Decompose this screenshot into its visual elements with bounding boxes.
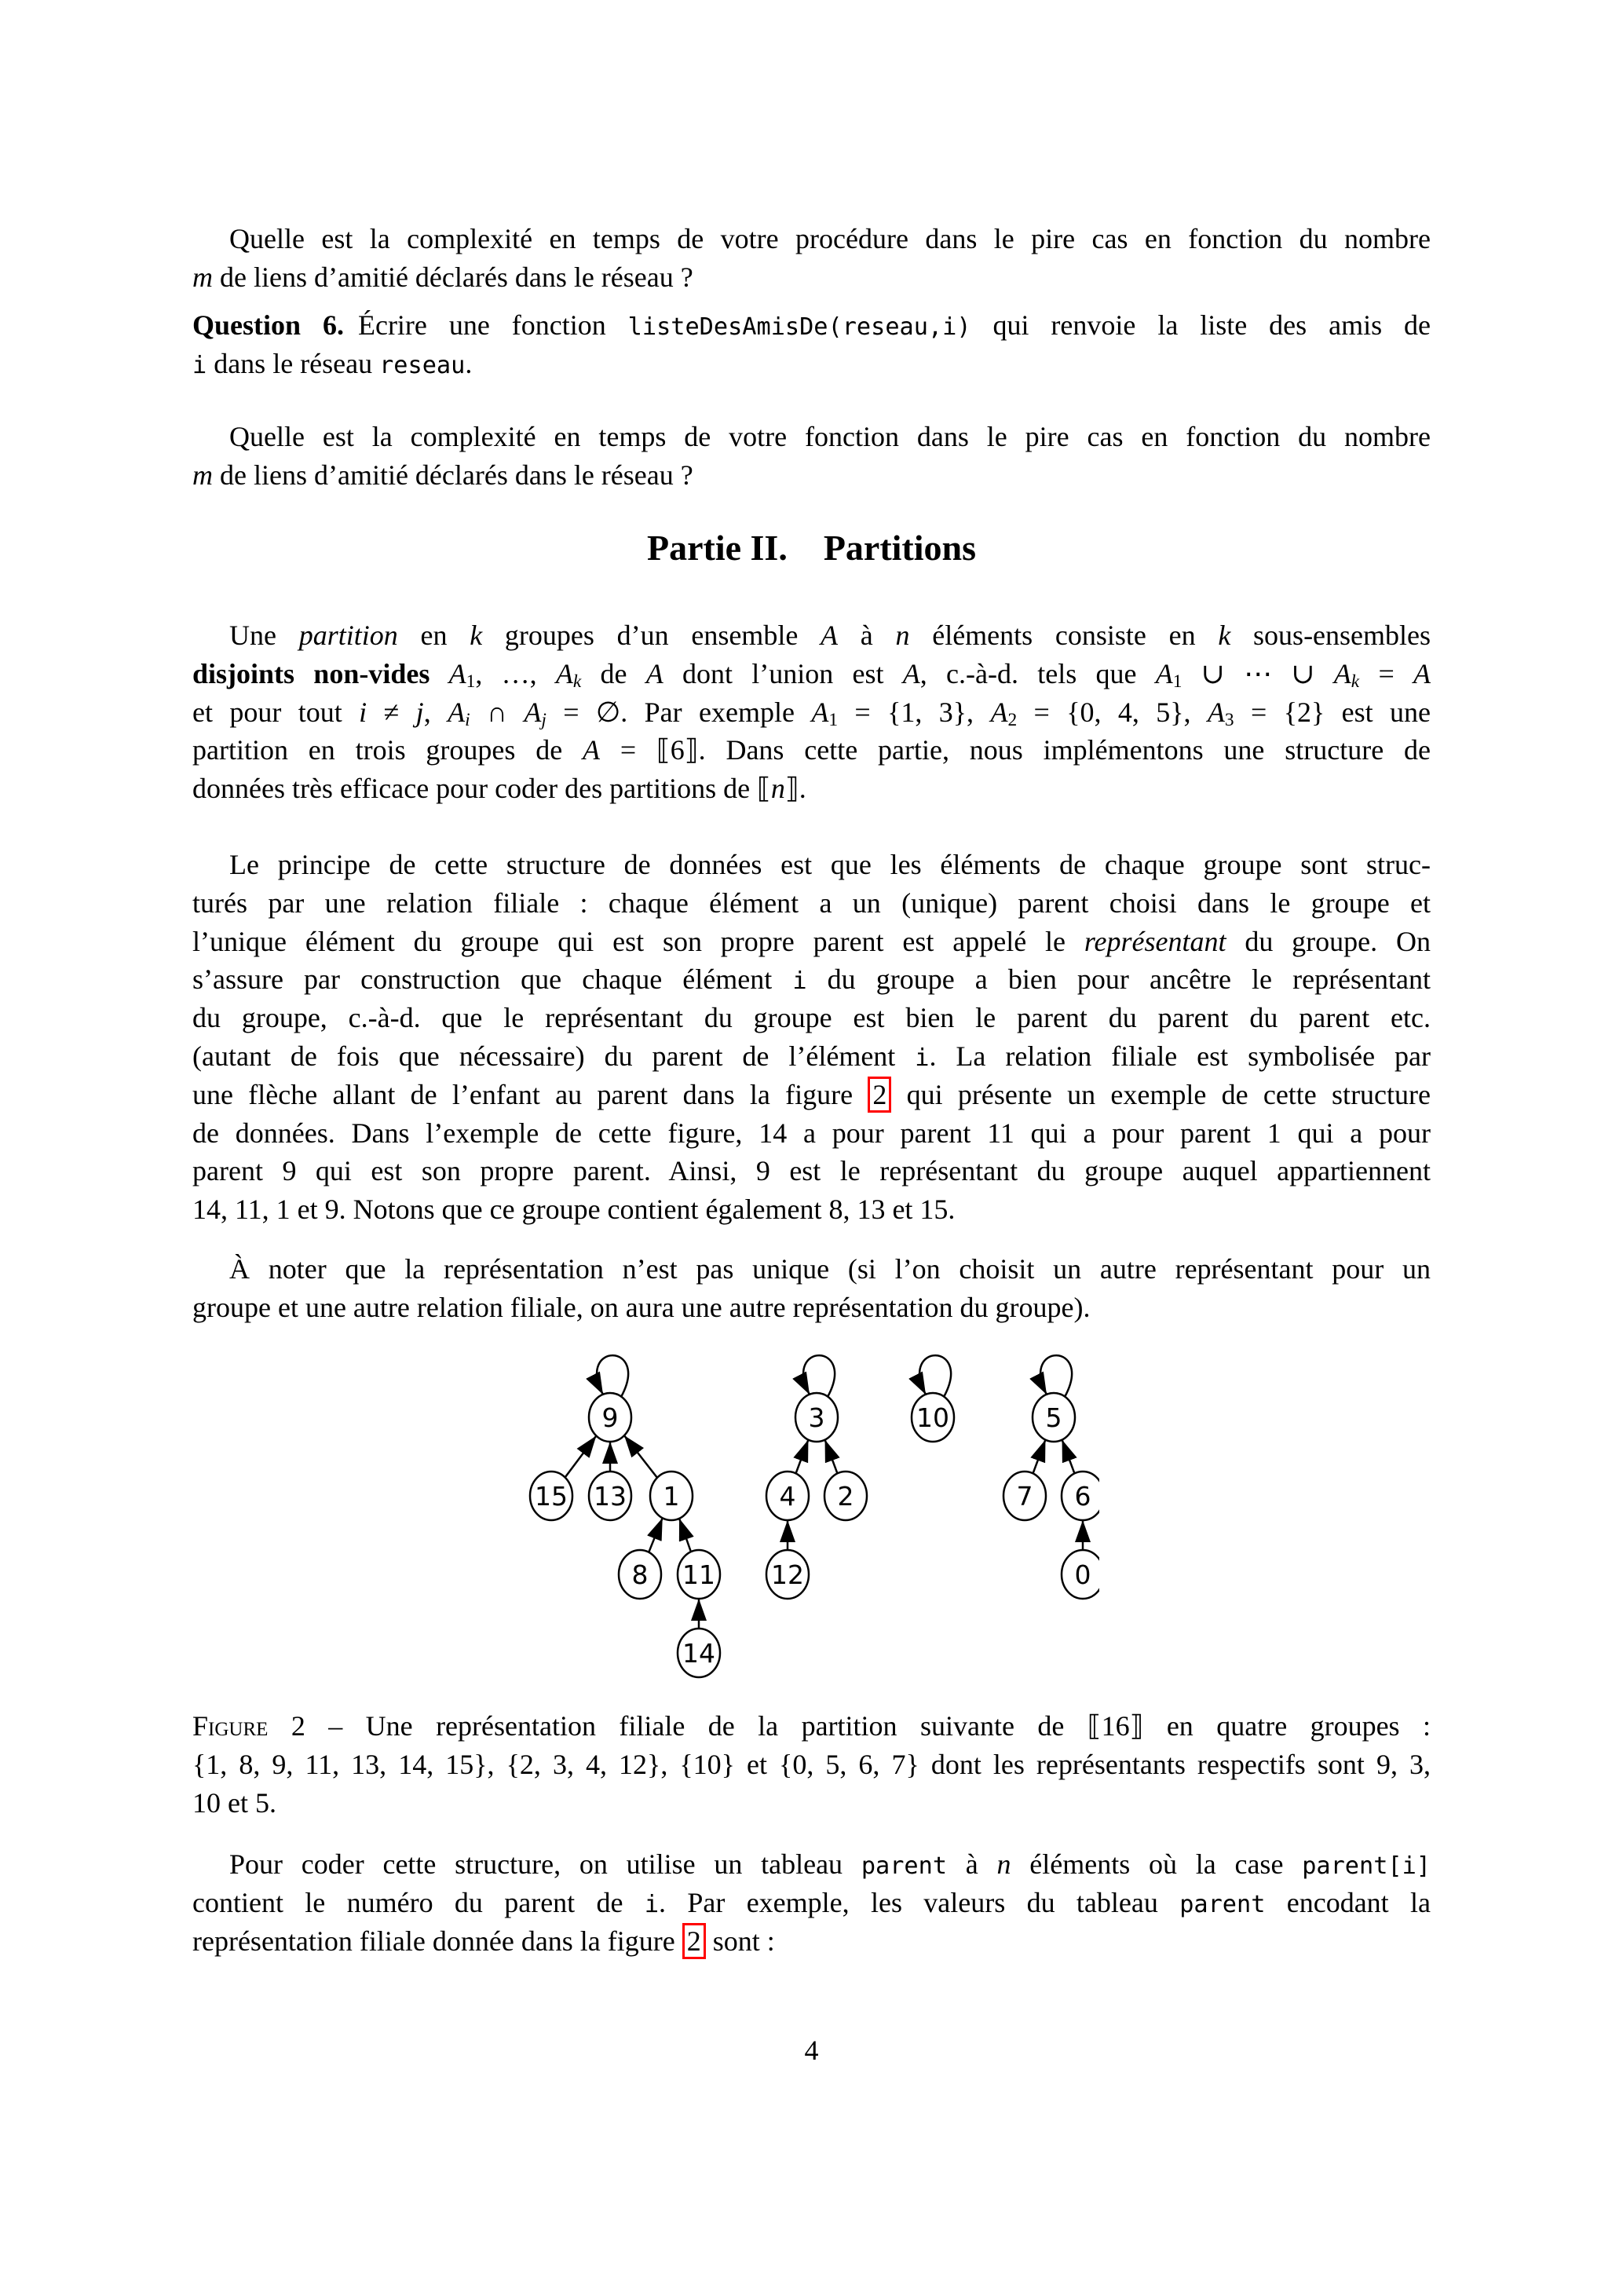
text-segment: parent [1179, 1890, 1266, 1918]
text-segment: une flèche allant de l’enfant au parent dans la figure [192, 1078, 868, 1110]
tree-node-9 [589, 1393, 631, 1442]
text-segment: i [465, 709, 470, 730]
text-line [192, 1076, 1431, 1114]
text-segment: i [192, 351, 207, 379]
text-segment: listeDesAmisDe(reseau,i) [627, 313, 971, 341]
parent-edge-4-to-3 [796, 1440, 809, 1474]
text-segment: A [821, 620, 839, 651]
text-segment: contient le numéro du parent de [192, 1886, 645, 1918]
text-segment: i [915, 1044, 930, 1072]
text-segment: m [192, 459, 213, 491]
parent-edge-6-to-5 [1062, 1440, 1075, 1474]
text-segment: Écrire une fonction [343, 309, 628, 341]
text-segment: = ⟦6⟧. Dans cette partie, nous implémentons une structure de [600, 734, 1431, 766]
svg-text:6: 6 [1074, 1480, 1091, 1512]
text-segment: dans le réseau [207, 347, 380, 379]
tree-node-12 [766, 1550, 809, 1599]
tree-node-11 [678, 1550, 720, 1599]
text-segment: (autant de fois que nécessaire) du parent de l’élément [192, 1040, 916, 1072]
text-segment: A [583, 734, 601, 766]
text-segment: turés par une relation filiale : chaque élément a un (unique) parent choisi dans le groupe et [192, 887, 1431, 919]
text-segment: représentation filiale donnée dans la figure [192, 1925, 682, 1957]
text-segment: k [1351, 671, 1360, 692]
text-line [192, 1114, 1431, 1153]
tree-node-5 [1033, 1393, 1075, 1442]
text-line [192, 693, 1431, 732]
svg-text:15: 15 [535, 1480, 568, 1512]
text-segment: A [811, 696, 829, 728]
text-segment: = ∅. Par exemple [546, 696, 812, 728]
text-line [192, 418, 1431, 456]
text-segment: Pour coder cette structure, on utilise un tableau [229, 1848, 861, 1880]
self-loop-3 [803, 1355, 835, 1397]
paragraph [192, 1250, 1431, 1327]
text-line [192, 923, 1431, 961]
text-segment: du groupe a bien pour ancêtre le représentant [806, 963, 1431, 996]
paragraph [192, 306, 1431, 383]
text-segment: Une [229, 620, 299, 651]
text-segment: ∩ [470, 696, 525, 728]
text-segment: = [1359, 657, 1414, 689]
text-segment: partition en trois groupes de [192, 734, 583, 766]
text-segment: de données. Dans l’exemple de cette figure, 14 a pour parent 11 qui a pour parent 1 qui a pour [192, 1117, 1431, 1149]
paragraph [192, 616, 1431, 808]
text-line [192, 1845, 1431, 1884]
text-segment: à [838, 620, 896, 651]
text-segment: Question 6. [192, 309, 344, 341]
parent-edge-11-to-1 [679, 1519, 691, 1552]
text-line [192, 960, 1431, 999]
figure-reference-link[interactable]: 2 [868, 1077, 891, 1113]
text-segment: , c.-à-d. tels que [919, 657, 1156, 689]
text-segment: 1 [828, 709, 839, 730]
text-line [192, 1289, 1431, 1327]
text-segment: 2 – Une représentation filiale de la partition suivante de ⟦16⟧ en quatre groupes : [268, 1710, 1431, 1742]
parent-edge-2-to-3 [825, 1440, 838, 1474]
text-segment: = {1, 3}, [838, 696, 991, 728]
tree-node-10 [912, 1393, 954, 1442]
text-segment: m [192, 261, 213, 293]
text-segment: k [572, 671, 582, 692]
tree-node-6 [1062, 1472, 1099, 1520]
text-segment: encodant la [1265, 1886, 1431, 1918]
svg-text:11: 11 [682, 1559, 715, 1590]
paragraph [192, 846, 1431, 1229]
text-segment: partition [298, 620, 398, 651]
text-segment: A [1155, 657, 1173, 689]
text-line [192, 1884, 1431, 1922]
svg-text:5: 5 [1045, 1402, 1062, 1433]
text-segment: A [645, 657, 663, 689]
figure-reference-link[interactable]: 2 [682, 1923, 706, 1959]
figure-caption [192, 1707, 1431, 1822]
text-segment: sont : [705, 1925, 775, 1957]
text-segment: ≠ [367, 696, 416, 728]
tree-node-4 [766, 1472, 809, 1520]
text-segment: i [359, 696, 367, 728]
tree-node-13 [589, 1472, 631, 1520]
text-segment: reseau [379, 351, 466, 379]
text-segment: A [448, 696, 466, 728]
parent-edge-7-to-5 [1033, 1440, 1046, 1474]
svg-text:0: 0 [1074, 1559, 1091, 1590]
paragraph [192, 418, 1431, 495]
text-segment: du groupe, c.-à-d. que le représentant du groupe est bien le parent du parent du parent etc. [192, 1002, 1431, 1034]
text-line [192, 731, 1431, 770]
text-segment: A [448, 657, 466, 689]
text-segment: k [1218, 620, 1231, 651]
text-segment: n [895, 620, 910, 651]
parent-edge-1-to-9 [624, 1435, 657, 1478]
parent-edge-8-to-1 [649, 1518, 662, 1552]
paragraph [192, 1845, 1431, 1960]
text-line [192, 1746, 1431, 1784]
tree-node-0 [1062, 1550, 1099, 1599]
partition-forest-figure [518, 1339, 1099, 1684]
tree-node-7 [1003, 1472, 1046, 1520]
paragraph [192, 220, 1431, 297]
text-segment: données très efficace pour coder des partitions de ⟦ [192, 773, 771, 805]
text-segment: Le principe de cette structure de données est que les éléments de chaque groupe sont struc- [229, 849, 1431, 880]
text-segment: 2 [1007, 709, 1018, 730]
text-segment: 1 [466, 671, 476, 692]
tree-node-15 [530, 1472, 572, 1520]
text-segment: A [990, 696, 1008, 728]
text-segment: Figure [192, 1710, 269, 1742]
text-segment: = {2} est une [1234, 696, 1431, 728]
text-segment: ∪ ⋯ ∪ [1182, 657, 1334, 689]
svg-text:12: 12 [771, 1559, 804, 1590]
text-line [192, 1922, 1431, 1961]
text-segment: A [555, 657, 573, 689]
svg-text:1: 1 [663, 1480, 680, 1512]
text-segment: du groupe. On [1226, 925, 1431, 957]
text-segment: k [470, 620, 483, 651]
text-segment: disjoints non-vides [192, 657, 449, 689]
self-loop-9 [597, 1355, 628, 1397]
text-line [192, 220, 1431, 258]
text-line [192, 1784, 1431, 1823]
text-segment: dont l’union est [663, 657, 903, 689]
text-segment: 14, 11, 1 et 9. Notons que ce groupe contient également 8, 13 et 15. [192, 1194, 956, 1226]
text-segment: et pour tout [192, 696, 360, 728]
text-segment: j [541, 709, 546, 730]
text-segment: de liens d’amitié déclarés dans le réseau ? [213, 261, 693, 293]
text-segment: éléments où la case [1011, 1848, 1303, 1880]
text-segment: à [947, 1848, 997, 1880]
text-segment: A [524, 696, 542, 728]
text-segment: parent 9 qui est son propre parent. Ainsi, 9 est le représentant du groupe auquel appartiennent [192, 1155, 1431, 1187]
page-number: 4 [804, 2035, 819, 2066]
text-segment: . [465, 347, 473, 379]
tree-node-3 [795, 1393, 838, 1442]
svg-text:4: 4 [779, 1480, 796, 1512]
text-segment: A [902, 657, 920, 689]
text-segment: qui renvoie la liste des amis de [971, 309, 1431, 341]
text-line [192, 1152, 1431, 1190]
text-segment: , [423, 696, 448, 728]
text-segment: = {0, 4, 5}, [1017, 696, 1208, 728]
text-segment: parent [861, 1852, 948, 1880]
text-segment: 3 [1224, 709, 1234, 730]
tree-node-1 [650, 1472, 693, 1520]
svg-text:9: 9 [601, 1402, 619, 1433]
svg-text:3: 3 [808, 1402, 825, 1433]
text-segment: A [1333, 657, 1351, 689]
text-line [192, 345, 1431, 383]
self-loop-5 [1040, 1355, 1072, 1397]
text-segment: n [996, 1848, 1011, 1880]
text-line [192, 258, 1431, 297]
text-segment: {1, 8, 9, 11, 13, 14, 15}, {2, 3, 4, 12}, {10} et {0, 5, 6, 7} dont les représentants respectifs sont 9, 3, [192, 1748, 1431, 1780]
svg-text:2: 2 [837, 1480, 854, 1512]
text-line [192, 1250, 1431, 1289]
text-segment: 10 et 5. [192, 1786, 276, 1819]
tree-node-8 [619, 1550, 661, 1599]
text-line [192, 1190, 1431, 1229]
section-heading: Partie II. Partitions [646, 528, 977, 568]
svg-text:13: 13 [594, 1480, 627, 1512]
text-line [192, 999, 1431, 1037]
text-segment: i [644, 1890, 660, 1918]
text-segment: de liens d’amitié déclarés dans le réseau ? [213, 459, 693, 491]
svg-text:10: 10 [916, 1402, 949, 1433]
text-segment: parent[i] [1302, 1852, 1431, 1880]
tree-node-2 [824, 1472, 867, 1520]
text-line [192, 306, 1431, 345]
svg-text:14: 14 [682, 1637, 715, 1669]
text-segment: éléments consiste en [909, 620, 1219, 651]
self-loop-10 [919, 1355, 951, 1397]
text-line [192, 884, 1431, 923]
text-segment: s’assure par construction que chaque élément [192, 963, 793, 996]
text-line [192, 616, 1431, 655]
svg-text:8: 8 [631, 1559, 649, 1590]
text-segment: groupe et une autre relation filiale, on aura une autre représentation du groupe). [192, 1291, 1091, 1323]
tree-node-14 [678, 1629, 720, 1677]
text-segment: groupes d’un ensemble [482, 620, 821, 651]
text-segment: en [397, 620, 470, 651]
text-segment: Quelle est la complexité en temps de votre procédure dans le pire cas en fonction du nombre [229, 223, 1431, 254]
text-line [192, 770, 1431, 808]
text-segment: A [1413, 657, 1431, 689]
text-line [192, 655, 1431, 693]
text-segment: n [770, 773, 785, 805]
text-segment: . Par exemple, les valeurs du tableau [659, 1886, 1180, 1918]
text-segment: représentant [1084, 925, 1226, 957]
text-line [192, 846, 1431, 884]
text-segment: . La relation filiale est symbolisée par [929, 1040, 1431, 1072]
text-line [192, 1037, 1431, 1076]
text-segment: sous-ensembles [1230, 620, 1431, 651]
text-segment: À noter que la représentation n’est pas unique (si l’on choisit un autre représentant pour un [229, 1253, 1431, 1285]
svg-text:7: 7 [1016, 1480, 1033, 1512]
text-segment: i [792, 967, 807, 996]
text-segment: Quelle est la complexité en temps de votre fonction dans le pire cas en fonction du nombre [229, 421, 1431, 452]
text-segment: A [1207, 696, 1225, 728]
text-segment: qui présente un exemple de cette structure [891, 1078, 1431, 1110]
text-line [192, 1707, 1431, 1746]
text-segment: ⟧. [784, 773, 806, 805]
text-line [192, 456, 1431, 495]
text-segment: j [415, 696, 424, 728]
parent-edge-15-to-9 [565, 1435, 597, 1477]
text-segment: l’unique élément du groupe qui est son propre parent est appelé le [192, 925, 1084, 957]
text-segment: 1 [1172, 671, 1183, 692]
text-segment: de [581, 657, 646, 689]
text-segment: , …, [475, 657, 556, 689]
